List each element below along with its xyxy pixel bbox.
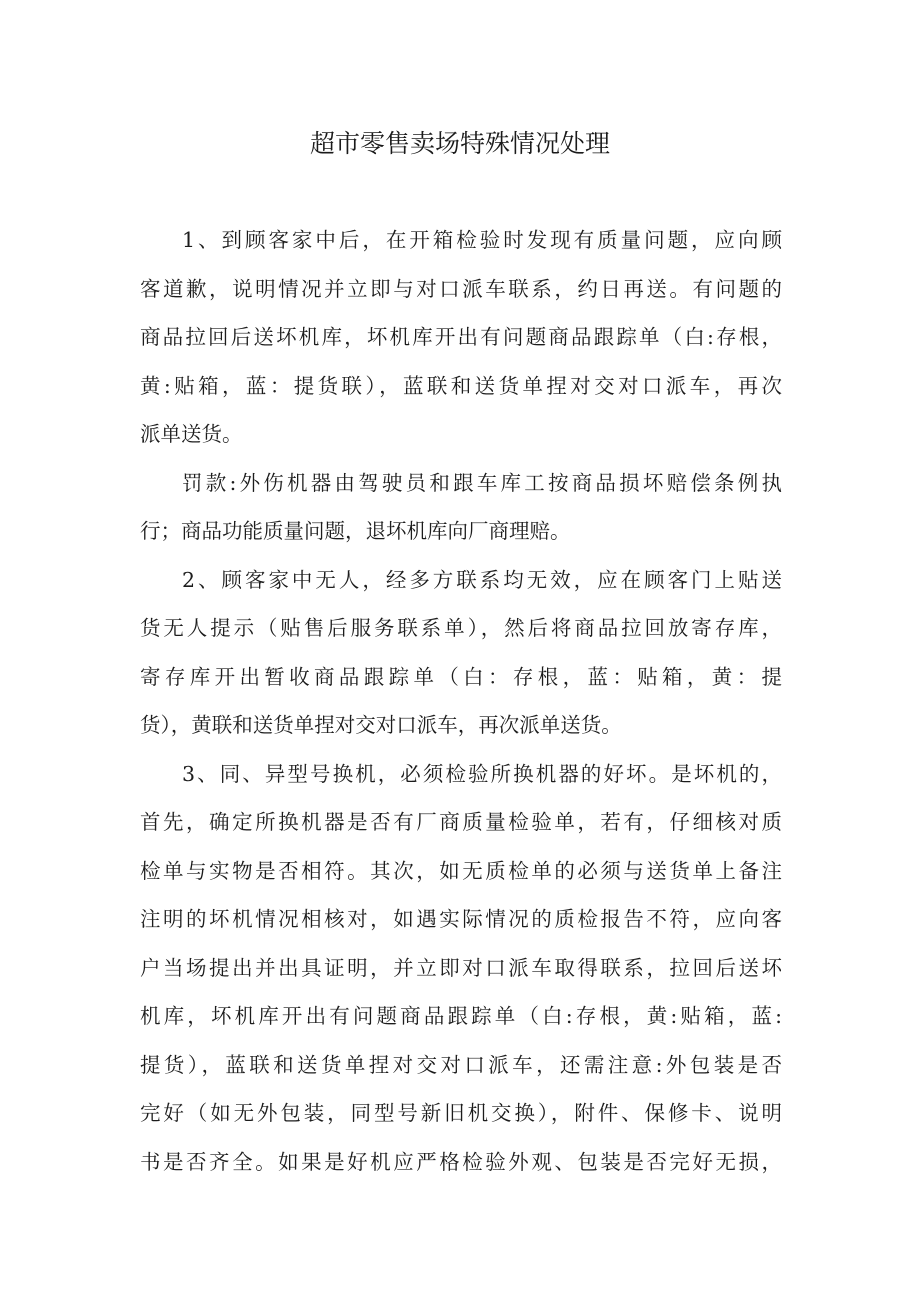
paragraph-line: 注明的坏机情况相核对，如遇实际情况的质检报告不符，应向客 xyxy=(140,907,782,931)
paragraph-line: 派单送货。 xyxy=(140,422,243,446)
paragraph-line: 客道歉，说明情况并立即与对口派车联系，约日再送。有问题的 xyxy=(140,276,782,301)
paragraph-line: 检单与实物是否相符。其次，如无质检单的必须与送货单上备注 xyxy=(140,858,782,883)
paragraph-1 xyxy=(140,216,782,459)
paragraph-line: 罚款:外伤机器由驾驶员和跟车库工按商品损坏赔偿条例执 xyxy=(182,470,782,495)
paragraph-line: 货），黄联和送货单捏对交对口派车，再次派单送货。 xyxy=(140,713,622,737)
paragraph-line: 完好（如无外包装，同型号新旧机交换），附件、保修卡、说明 xyxy=(140,1101,782,1125)
paragraph-line: 1、到顾客家中后，在开箱检验时发现有质量问题，应向顾 xyxy=(182,228,782,252)
paragraph-line: 首先，确定所换机器是否有厂商质量检验单，若有，仔细核对质 xyxy=(140,810,782,834)
document-title: 超市零售卖场特殊情况处理 xyxy=(309,129,610,158)
document-body xyxy=(140,216,782,1186)
paragraph-line: 3、同、异型号换机，必须检验所换机器的好坏。是坏机的， xyxy=(182,761,782,786)
paragraph-3 xyxy=(140,556,782,750)
paragraph-2 xyxy=(140,459,782,556)
paragraph-line: 机库，坏机库开出有问题商品跟踪单（白:存根，黄:贴箱，蓝: xyxy=(140,1004,782,1028)
paragraph-line: 黄:贴箱，蓝：提货联），蓝联和送货单捏对交对口派车，再次 xyxy=(140,373,782,398)
paragraph-line: 提货），蓝联和送货单捏对交对口派车，还需注意:外包装是否 xyxy=(140,1052,782,1077)
paragraph-line: 2、顾客家中无人，经多方联系均无效，应在顾客门上贴送 xyxy=(182,567,782,592)
paragraph-line: 户当场提出并出具证明，并立即对口派车取得联系，拉回后送坏 xyxy=(140,955,782,980)
paragraph-line: 商品拉回后送坏机库，坏机库开出有问题商品跟踪单（白:存根， xyxy=(140,325,782,349)
paragraph-line: 货无人提示（贴售后服务联系单），然后将商品拉回放寄存库， xyxy=(140,616,782,640)
paragraph-4 xyxy=(140,750,782,1187)
paragraph-line: 行；商品功能质量问题，退坏机库向厂商理赔。 xyxy=(140,519,571,543)
paragraph-line: 书是否齐全。如果是好机应严格检验外观、包装是否完好无损， xyxy=(140,1149,782,1174)
paragraph-line: 寄存库开出暂收商品跟踪单（白：存根，蓝：贴箱，黄：提 xyxy=(140,664,782,689)
